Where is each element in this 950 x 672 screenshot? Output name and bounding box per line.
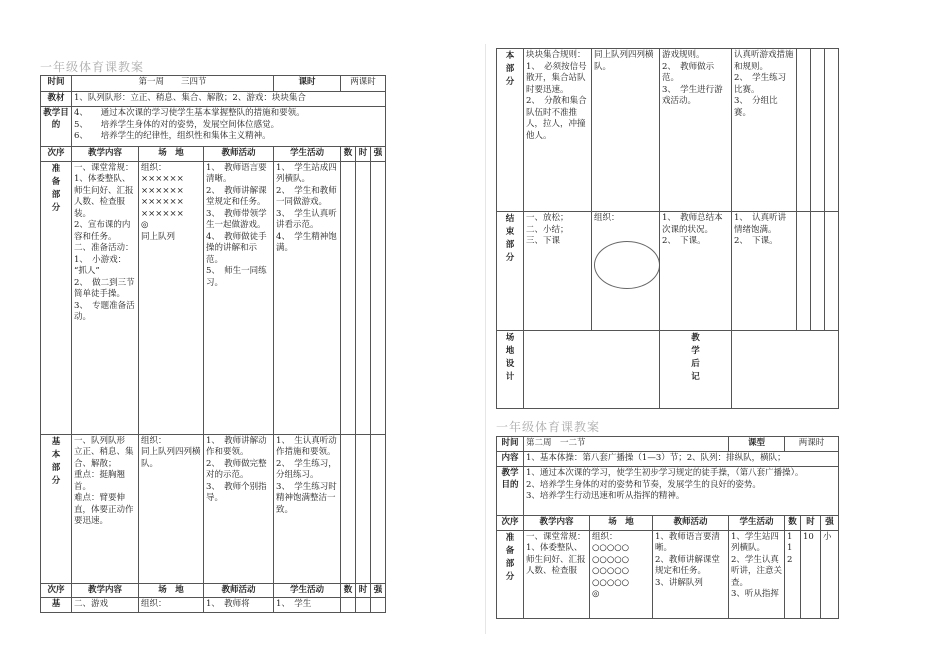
label-goals-2: 教学目的 bbox=[497, 467, 524, 516]
foot-content: 二、游戏 bbox=[72, 598, 139, 613]
prep-intensity bbox=[371, 161, 386, 434]
end-content: 一、放松； 二、小结； 三、下课 bbox=[524, 212, 592, 331]
prep-student: 1、 学生站成四列横队。 2、 学生和教师一同做游戏。 3、 学生认真听讲看示范。 4、 学生精神饱满。 bbox=[274, 161, 341, 434]
prep-teacher: 1、 教师语言要清晰。 2、 教师讲解课堂规定和任务。 3、 教师带领学生一起做游戏。 4、 教师做徒手操的讲解和示范。 5、 师生一同练习。 bbox=[204, 161, 274, 434]
lesson-plan-week1-table bbox=[40, 75, 386, 613]
end-field-label: 组织： bbox=[594, 213, 620, 223]
lesson-plan-week2-table bbox=[496, 436, 839, 619]
foot-student: 1、 学生 bbox=[274, 598, 341, 613]
foot-count bbox=[341, 598, 356, 613]
prep2-intensity: 小 bbox=[821, 530, 839, 618]
content-value-2: 1、基本体操：第八套广播操（1—3）节；2、队列：排纵队，横队； bbox=[524, 452, 839, 467]
formation-circle bbox=[594, 241, 660, 289]
col-content: 教学内容 bbox=[72, 147, 139, 162]
col-count-2: 数 bbox=[785, 516, 801, 531]
cont-intensity bbox=[825, 49, 839, 212]
page-divider bbox=[485, 44, 486, 634]
col-student: 学生活动 bbox=[274, 147, 341, 162]
label-type-2: 课型 bbox=[729, 437, 785, 452]
label-time: 时间 bbox=[41, 76, 72, 92]
prep-field: 组织： ×××××× ×××××× ×××××× ×××××× ◎ 同上队列 bbox=[139, 161, 204, 434]
reflection-area bbox=[732, 331, 839, 409]
section-basic-cont: 基 bbox=[41, 598, 72, 613]
basic-intensity bbox=[371, 434, 386, 583]
prep2-content: 一、课堂常规： 1、体委整队、师生问好、汇报人数、检查服 bbox=[524, 530, 590, 618]
end-count bbox=[797, 212, 811, 331]
prep2-teacher: 1、教师语言要清晰。 2、教师讲解课堂规定和任务。 3、讲解队列 bbox=[653, 530, 729, 618]
foot-intensity bbox=[371, 598, 386, 613]
col-intensity-repeat: 强 bbox=[371, 583, 386, 598]
material-value: 1、队列队形：立正、稍息、集合、解散；2、游戏：块块集合 bbox=[72, 92, 386, 107]
prep2-student: 1、学生站四列横队。 2、学生认真听讲，注意关查。 3、听从指挥 bbox=[729, 530, 785, 618]
label-time-2: 时间 bbox=[497, 437, 524, 452]
section-site-design: 场地设计 bbox=[497, 331, 524, 409]
section-end: 结束部分 bbox=[497, 212, 524, 331]
end-time bbox=[811, 212, 825, 331]
col-order-repeat: 次序 bbox=[41, 583, 72, 598]
col-student-repeat: 学生活动 bbox=[274, 583, 341, 598]
section-prep: 准备部分 bbox=[41, 161, 72, 434]
label-material: 教材 bbox=[41, 92, 72, 107]
col-field: 场 地 bbox=[139, 147, 204, 162]
prep-count bbox=[341, 161, 356, 434]
end-teacher: 1、 教师总结本次课的状况。 2、 下课。 bbox=[660, 212, 732, 331]
prep2-field: 组织： ○○○○○ ○○○○○ ○○○○○ ○○○○○ ◎ bbox=[590, 530, 653, 618]
label-goals: 教学目的 bbox=[41, 107, 72, 147]
lesson-plan-week1-continued-table bbox=[496, 48, 839, 409]
col-content-repeat: 教学内容 bbox=[72, 583, 139, 598]
cont-teacher: 游戏规则。 2、 教师做示范。 3、 学生进行游戏活动。 bbox=[660, 49, 732, 212]
section-reflection: 教学后记 bbox=[660, 331, 732, 409]
foot-time bbox=[356, 598, 371, 613]
col-intensity-2: 强 bbox=[821, 516, 839, 531]
label-content-2: 内容 bbox=[497, 452, 524, 467]
basic-teacher: 1、 教师讲解动作和要领。 2、 教师做完整对的示范。 3、 教师个别指导。 bbox=[204, 434, 274, 583]
cont-field: 同上队列四列横队。 bbox=[592, 49, 660, 212]
col-count: 数 bbox=[341, 147, 356, 162]
col-teacher-repeat: 教师活动 bbox=[204, 583, 274, 598]
col-time-repeat: 时 bbox=[356, 583, 371, 598]
label-period: 课时 bbox=[274, 76, 341, 92]
col-time: 时 bbox=[356, 147, 371, 162]
col-count-repeat: 数 bbox=[341, 583, 356, 598]
basic-field: 组织： 同上队列四列横队。 bbox=[139, 434, 204, 583]
cont-time bbox=[811, 49, 825, 212]
prep2-time: 10 bbox=[801, 530, 821, 618]
foot-field: 组织： bbox=[139, 598, 204, 613]
goals-value-2: 1、通过本次课的学习，使学生初步学习规定的徒手操，（第八套广播操）。 2、培养学生身体的对的姿势和节奏，发展学生的良好的姿势。 3、培养学生行动迅速和听从指挥的精神。 bbox=[524, 467, 839, 516]
plan2-title: 一年级体育课教案 bbox=[496, 420, 601, 434]
type-value-2: 两课时 bbox=[785, 437, 839, 452]
foot-teacher: 1、 教师将 bbox=[204, 598, 274, 613]
col-teacher-2: 教师活动 bbox=[653, 516, 729, 531]
basic-count bbox=[341, 434, 356, 583]
col-field-repeat: 场 地 bbox=[139, 583, 204, 598]
col-time-2: 时 bbox=[801, 516, 821, 531]
plan1-title: 一年级体育课教案 bbox=[40, 60, 145, 74]
col-student-2: 学生活动 bbox=[729, 516, 785, 531]
basic-time bbox=[356, 434, 371, 583]
section-prep-2: 准备部分 bbox=[497, 530, 524, 618]
cont-student: 认真听游戏措施和规则。 2、 学生练习比赛。 3、 分组比赛。 bbox=[732, 49, 797, 212]
basic-student: 1、 生认真听动作措施和要领。 2、 学生练习，分组练习。 3、 学生练习时精神饱满整洁一致。 bbox=[274, 434, 341, 583]
time-value: 第一周 三四节 bbox=[72, 76, 274, 92]
section-basic: 基本部分 bbox=[41, 434, 72, 583]
goals-value: 4、 通过本次课的学习使学生基本掌握整队的措施和要领。 5、 培养学生身体的对的姿势，发展空间体位感觉。 6、 培养学生的纪律性，组织性和集体主义精神。 bbox=[72, 107, 386, 147]
col-content-2: 教学内容 bbox=[524, 516, 590, 531]
col-teacher: 教师活动 bbox=[204, 147, 274, 162]
prep-time bbox=[356, 161, 371, 434]
end-field bbox=[592, 212, 660, 331]
prep-content: 一、课堂常规： 1、体委整队、师生问好、汇报人数、检查服装。 2、宣布课的内容和任务。 二、准备活动： 1、 小游戏： “抓人” 2、 做二到三节简单徒手操。 3、 专题准备活动。 bbox=[72, 161, 139, 434]
cont-count bbox=[797, 49, 811, 212]
end-student: 1、 认真听讲情绪饱满。 2、 下课。 bbox=[732, 212, 797, 331]
section-basic-part: 本部分 bbox=[497, 49, 524, 212]
col-field-2: 场 地 bbox=[590, 516, 653, 531]
period-value: 两课时 bbox=[341, 76, 386, 92]
end-intensity bbox=[825, 212, 839, 331]
col-order: 次序 bbox=[41, 147, 72, 162]
col-order-2: 次序 bbox=[497, 516, 524, 531]
prep2-count: 1 1 2 bbox=[785, 530, 801, 618]
time-value-2: 第二周 一二节 bbox=[524, 437, 729, 452]
site-design-area bbox=[524, 331, 660, 409]
cont-content: 块块集合规则： 1、 必须按信号散开，集合站队时要迅速。 2、 分散和集合队伍时不准推人，拉人，冲撞他人。 bbox=[524, 49, 592, 212]
col-intensity: 强 bbox=[371, 147, 386, 162]
basic-content: 一、队列队形 立正、稍息、集合、解散； 重点：挺胸翘首。 难点：臂要伸直，体要正动作要迅速。 bbox=[72, 434, 139, 583]
